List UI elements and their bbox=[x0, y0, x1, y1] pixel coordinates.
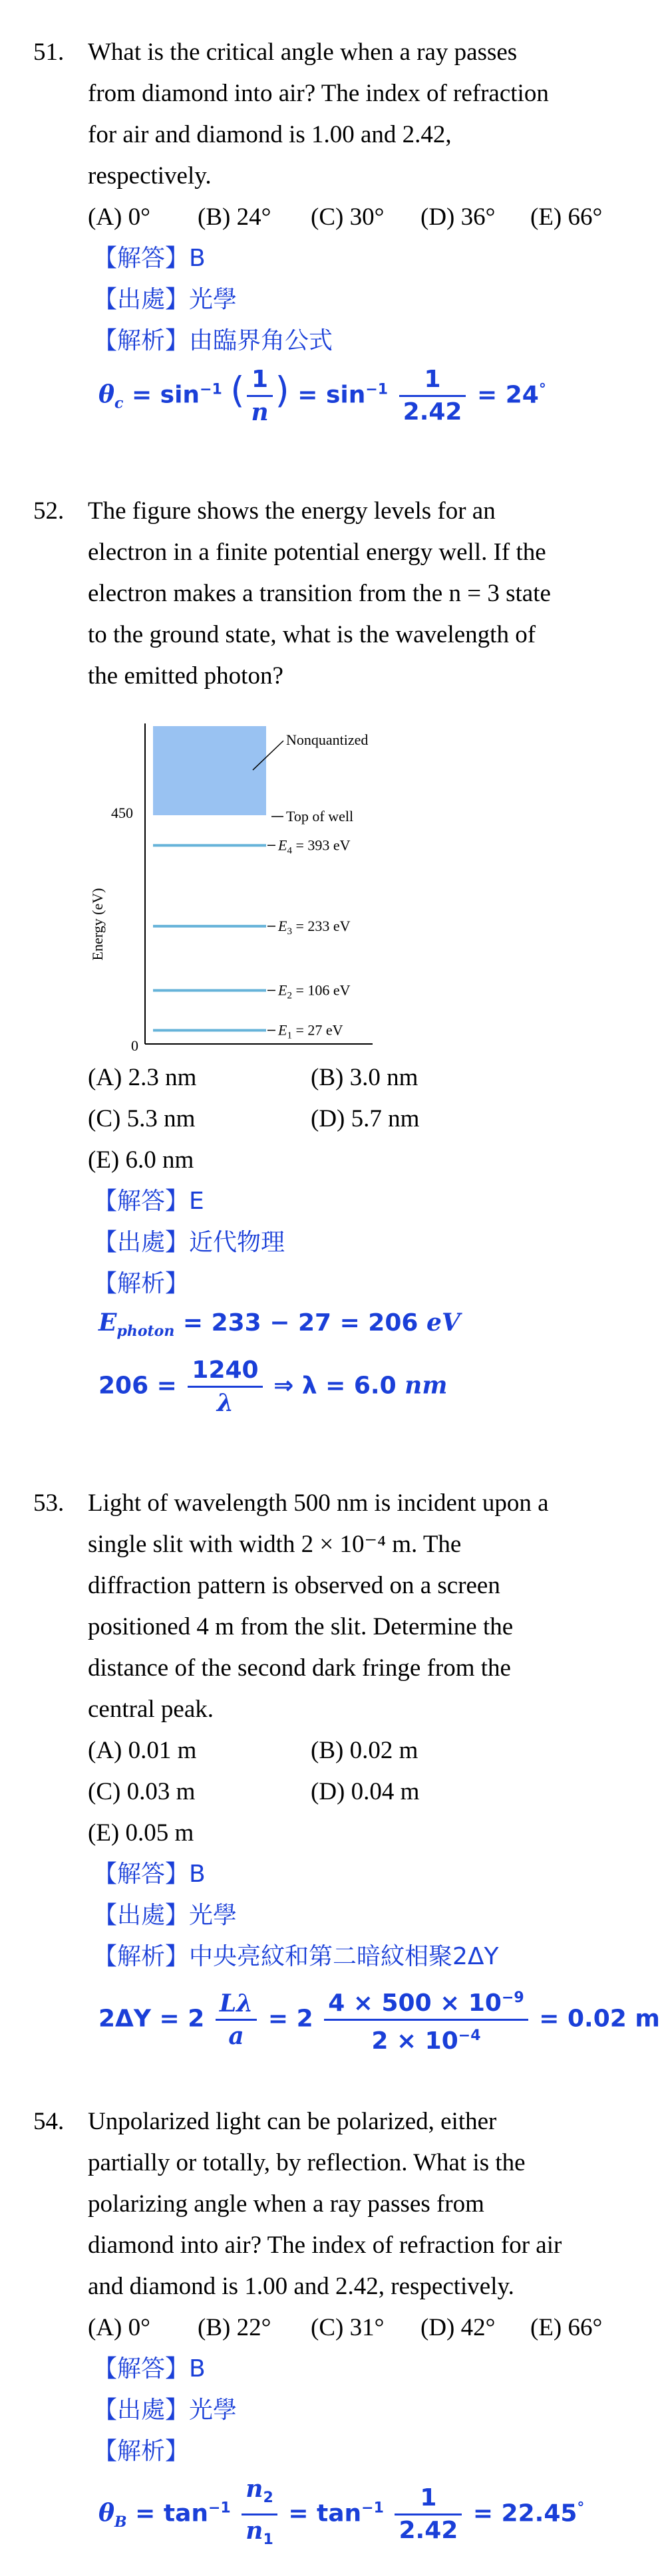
formula-diffraction: 2ΔY = 2 $\frac{L\lambda}{a}$ = 2 $\frac{4 \times 500 \times 10^{-9}}{2 \times 10^{-4}}$ = 0.02 m bbox=[98, 1983, 660, 2057]
option-b: (B) 3.0 nm bbox=[311, 1064, 418, 1091]
stem-line: for air and diamond is 1.00 and 2.42, bbox=[88, 121, 452, 148]
option-c: (C) 31° bbox=[311, 2314, 385, 2341]
energy-level-label: $E_4 = 393$ eV bbox=[278, 837, 351, 856]
nonquantized-band bbox=[153, 726, 266, 815]
question-number: 54. bbox=[33, 2108, 65, 2135]
question-number: 51. bbox=[33, 39, 65, 66]
question-stem bbox=[88, 2101, 627, 2307]
option-b: (B) 22° bbox=[198, 2314, 271, 2341]
formula-photon-energy: $E_{photon} = 233 - 27 = 206$ eV bbox=[98, 1309, 460, 1341]
options-row bbox=[88, 2307, 602, 2349]
options-row bbox=[88, 1057, 418, 1098]
analysis-label: 【解析】 bbox=[93, 2438, 190, 2465]
stem-line: central peak. bbox=[88, 1696, 214, 1723]
question-stem bbox=[88, 1483, 627, 1730]
answer-label: 【解答】B bbox=[93, 2355, 206, 2383]
option-d: (D) 36° bbox=[420, 203, 496, 231]
option-c: (C) 0.03 m bbox=[88, 1778, 196, 1805]
energy-levels bbox=[153, 837, 351, 1041]
energy-level-label: $E_2 = 106$ eV bbox=[278, 981, 351, 1001]
option-d: (D) 42° bbox=[420, 2314, 496, 2341]
option-c: (C) 5.3 nm bbox=[88, 1105, 196, 1132]
question-number: 52. bbox=[33, 497, 65, 525]
analysis-label: 【解析】由臨界角公式 bbox=[93, 327, 333, 354]
option-a: (A) 0° bbox=[88, 203, 150, 231]
energy-level-label: $E_1 = 27$ eV bbox=[278, 1021, 343, 1041]
options-row bbox=[88, 197, 602, 238]
option-e: (E) 6.0 nm bbox=[88, 1146, 194, 1174]
stem-line: diamond into air? The index of refraction for air bbox=[88, 2232, 562, 2259]
question-stem bbox=[88, 32, 627, 197]
stem-line: single slit with width 2 × 10⁻⁴ m. The bbox=[88, 1531, 462, 1558]
option-e: (E) 0.05 m bbox=[88, 1819, 194, 1847]
y-axis-label: Energy (eV) bbox=[89, 888, 106, 961]
stem-line: partially or totally, by reflection. What is the bbox=[88, 2149, 526, 2176]
stem-line: electron makes a transition from the n = 3 state bbox=[88, 580, 551, 607]
stem-line: electron in a finite potential energy well. If the bbox=[88, 539, 546, 566]
stem-line: What is the critical angle when a ray passes bbox=[88, 39, 518, 66]
analysis-label: 【解析】中央亮紋和第二暗紋相聚2ΔY bbox=[93, 1943, 499, 1970]
option-d: (D) 0.04 m bbox=[311, 1778, 420, 1805]
stem-line: positioned 4 m from the slit. Determine the bbox=[88, 1613, 514, 1640]
options-row bbox=[88, 1098, 419, 1140]
energy-level-diagram bbox=[86, 711, 432, 1054]
formula-wavelength: 206 = $\frac{1240}{\lambda}$ ⇒ λ = 6.0 nm bbox=[98, 1356, 448, 1417]
nonquantized-label: Nonquantized bbox=[286, 731, 369, 748]
tick-label-450: 450 bbox=[111, 805, 133, 821]
stem-line: from diamond into air? The index of refraction bbox=[88, 80, 549, 107]
option-a: (A) 2.3 nm bbox=[88, 1064, 197, 1091]
source-label: 【出處】光學 bbox=[93, 1902, 238, 1929]
formula-brewster-angle: $\theta_B = \tan^{-1}$ $\frac{n_2}{n_1}$ = $\tan^{-1}$ $\frac{1}{2.42}$ = 22.45° bbox=[98, 2475, 585, 2549]
stem-line: and diamond is 1.00 and 2.42, respectively. bbox=[88, 2273, 514, 2300]
source-label: 【出處】近代物理 bbox=[93, 1229, 285, 1256]
question-stem bbox=[88, 491, 627, 697]
stem-line: to the ground state, what is the wavelength of bbox=[88, 621, 536, 648]
option-e: (E) 66° bbox=[530, 2314, 603, 2341]
stem-line: Light of wavelength 500 nm is incident upon a bbox=[88, 1489, 549, 1517]
options-row bbox=[88, 1771, 419, 1813]
stem-line: the emitted photon? bbox=[88, 662, 283, 690]
stem-line: diffraction pattern is observed on a screen bbox=[88, 1572, 500, 1599]
answer-label: 【解答】B bbox=[93, 1861, 206, 1888]
formula-critical-angle: $\theta_c = \sin^{-1}$ ( $\frac{1}{n}$ ) = $\sin^{-1}$ $\frac{1}{2.42}$ = 24° bbox=[98, 366, 546, 426]
option-e: (E) 66° bbox=[530, 203, 603, 231]
tick-label-0: 0 bbox=[131, 1037, 138, 1054]
question-number: 53. bbox=[33, 1489, 65, 1517]
option-a: (A) 0° bbox=[88, 2314, 150, 2341]
analysis-label: 【解析】 bbox=[93, 1270, 190, 1297]
options-row bbox=[88, 1730, 418, 1771]
stem-line: distance of the second dark fringe from the bbox=[88, 1654, 511, 1682]
option-d: (D) 5.7 nm bbox=[311, 1105, 420, 1132]
stem-line: The figure shows the energy levels for an bbox=[88, 497, 496, 525]
option-b: (B) 0.02 m bbox=[311, 1737, 418, 1764]
option-c: (C) 30° bbox=[311, 203, 385, 231]
answer-label: 【解答】E bbox=[93, 1188, 204, 1215]
source-label: 【出處】光學 bbox=[93, 2396, 238, 2424]
stem-line: respectively. bbox=[88, 162, 212, 190]
source-label: 【出處】光學 bbox=[93, 286, 238, 313]
top-of-well-label: Top of well bbox=[286, 808, 354, 825]
options-row bbox=[88, 1813, 194, 1854]
options-row bbox=[88, 1140, 194, 1181]
answer-label: 【解答】B bbox=[93, 245, 206, 272]
energy-level-figure bbox=[86, 711, 432, 1054]
energy-level-label: $E_3 = 233$ eV bbox=[278, 917, 351, 937]
option-b: (B) 24° bbox=[198, 203, 271, 231]
option-a: (A) 0.01 m bbox=[88, 1737, 197, 1764]
stem-line: Unpolarized light can be polarized, either bbox=[88, 2108, 497, 2135]
stem-line: polarizing angle when a ray passes from bbox=[88, 2190, 484, 2218]
